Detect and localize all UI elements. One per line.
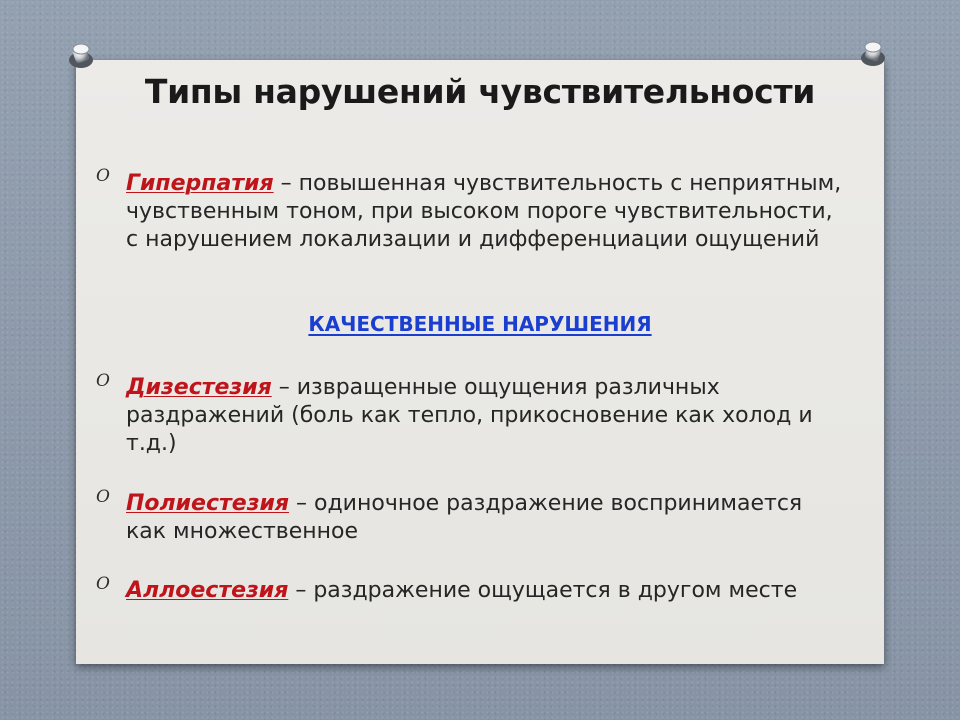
pushpin-icon	[64, 40, 98, 74]
slide-card	[76, 60, 884, 664]
slide-title: Типы нарушений чувствительности	[144, 72, 816, 111]
list-item	[126, 374, 846, 458]
term-alloesthesia: Аллоестезия	[126, 578, 289, 603]
list-item	[126, 490, 846, 546]
bullet-icon: O	[96, 166, 110, 186]
item-text: – одиночное раздражение воспринимается как множественное	[126, 491, 803, 544]
bullet-icon: O	[96, 487, 110, 507]
list-item	[126, 170, 846, 254]
term-dysesthesia: Дизестезия	[126, 375, 272, 400]
item-text: – раздражение ощущается в другом месте	[288, 578, 798, 603]
term-hyperpathia: Гиперпатия	[126, 171, 274, 196]
list-item	[126, 577, 846, 605]
item-text: – извращенные ощущения различных раздражений (боль как тепло, прикосновение как холод и т.д.)	[126, 375, 813, 456]
pushpin-icon	[856, 38, 890, 72]
bullet-icon: O	[96, 371, 110, 391]
item-text: – повышенная чувствительность с неприятным, чувственным тоном, при высоком пороге чувствительности, с нарушением локализации и дифференциации ощущений	[126, 171, 842, 252]
bullet-icon: O	[96, 574, 110, 594]
term-polyesthesia: Полиестезия	[126, 491, 290, 516]
section-subheading[interactable]: КАЧЕСТВЕННЫЕ НАРУШЕНИЯ	[308, 312, 652, 336]
